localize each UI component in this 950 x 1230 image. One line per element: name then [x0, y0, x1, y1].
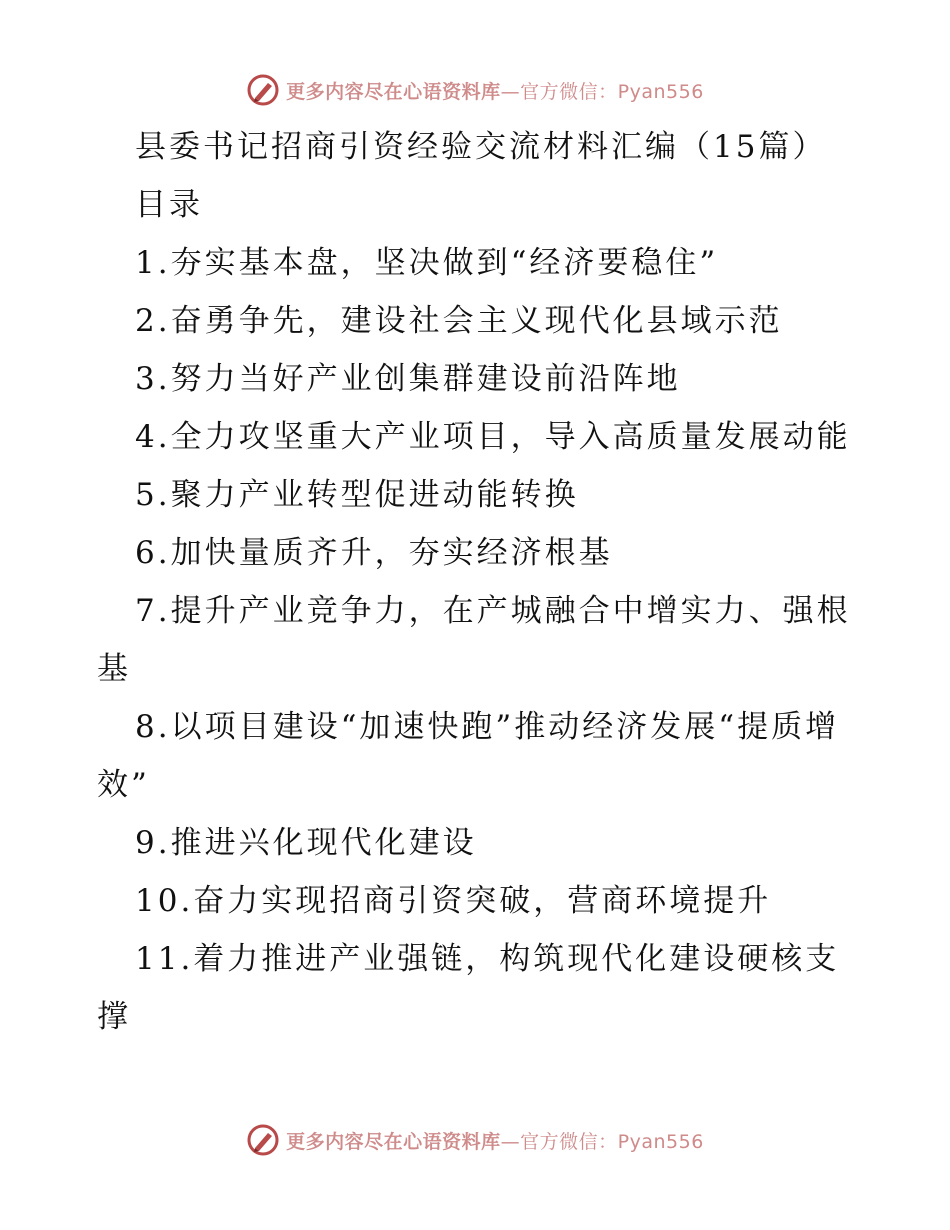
- toc-item: 6.加快量质齐升，夯实经济根基: [135, 535, 613, 571]
- watermark-brand: 更多内容尽在心语资料库: [286, 80, 501, 103]
- toc-item: 9.推进兴化现代化建设: [135, 825, 477, 861]
- header-watermark: [0, 70, 950, 110]
- watermark-brand: 更多内容尽在心语资料库: [286, 1130, 501, 1153]
- toc-item: 7.提升产业竞争力，在产城融合中增实力、强根基: [97, 593, 851, 687]
- toc-item: 10.奋力实现招商引资突破，营商环境提升: [135, 883, 772, 919]
- pen-seal-icon: [246, 1123, 280, 1157]
- document-body: [97, 118, 857, 1046]
- watermark-contact: 官方微信：Pyan556: [520, 1130, 704, 1153]
- toc-item: 11.着力推进产业强链，构筑现代化建设硬核支撑: [97, 941, 840, 1035]
- pen-seal-icon: [246, 73, 280, 107]
- toc-item: 3.努力当好产业创集群建设前沿阵地: [135, 361, 681, 397]
- toc-item: 2.奋勇争先，建设社会主义现代化县域示范: [135, 303, 783, 339]
- toc-heading: 目录: [135, 187, 203, 223]
- watermark-separator: —: [500, 1130, 521, 1153]
- document-title: 县委书记招商引资经验交流材料汇编（15篇）: [135, 129, 827, 165]
- toc-item: 5.聚力产业转型促进动能转换: [135, 477, 579, 513]
- toc-item: 4.全力攻坚重大产业项目，导入高质量发展动能: [135, 419, 851, 455]
- watermark-text: [286, 77, 704, 104]
- watermark-contact: 官方微信：Pyan556: [520, 80, 704, 103]
- footer-watermark: [0, 1120, 950, 1160]
- watermark-text: [286, 1127, 704, 1154]
- watermark-separator: —: [500, 80, 521, 103]
- toc-item: 1.夯实基本盘，坚决做到“经济要稳住”: [135, 245, 719, 281]
- toc-item: 8.以项目建设“加速快跑”推动经济发展“提质增效”: [97, 709, 840, 803]
